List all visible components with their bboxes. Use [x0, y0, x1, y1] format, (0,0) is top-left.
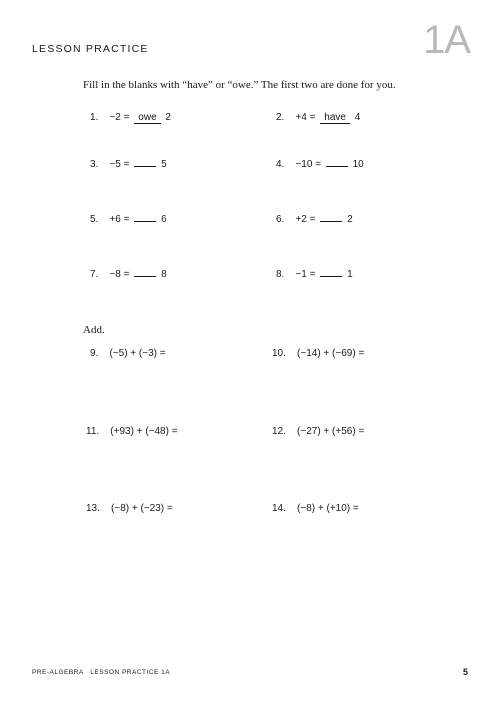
- problem-6: [276, 212, 353, 225]
- answer-filled: have: [320, 113, 350, 124]
- problem-10: [272, 348, 364, 359]
- problem-9: [90, 348, 166, 359]
- problem-8: [276, 267, 353, 280]
- problem-14: [272, 503, 359, 514]
- answer-blank[interactable]: [320, 267, 342, 277]
- problem-number: 9.: [90, 348, 99, 359]
- problem-12: [272, 426, 364, 437]
- page-title: LESSON PRACTICE: [32, 43, 149, 55]
- problem-number: 6.: [276, 214, 285, 225]
- answer-blank[interactable]: [134, 157, 156, 167]
- problem-number: 12.: [272, 426, 286, 437]
- problem-expression: (−8) + (−23) =: [111, 503, 173, 514]
- problem-number: 10.: [272, 348, 286, 359]
- problem-expression: (−8) + (+10) =: [297, 503, 359, 514]
- add-section-label: Add.: [83, 324, 105, 336]
- instructions: Fill in the blanks with “have” or “owe.” The first two are done for you.: [83, 79, 396, 91]
- problem-number: 3.: [90, 159, 99, 170]
- problem-2: [276, 112, 360, 124]
- answer-blank[interactable]: [134, 212, 156, 222]
- footer-title: PRE-ALGEBRA LESSON PRACTICE 1A: [32, 669, 171, 676]
- problem-right: 8: [161, 269, 167, 280]
- problem-left: −2 =: [109, 112, 130, 123]
- problem-number: 8.: [276, 269, 285, 280]
- answer-blank[interactable]: [326, 157, 348, 167]
- problem-number: 7.: [90, 269, 99, 280]
- problem-7: [90, 267, 167, 280]
- problem-right: 5: [161, 159, 167, 170]
- lesson-badge: 1A: [423, 18, 470, 62]
- problem-right: 10: [352, 159, 364, 170]
- problem-number: 4.: [276, 159, 285, 170]
- problem-11: [86, 426, 178, 437]
- problem-number: 13.: [86, 503, 100, 514]
- problem-left: −8 =: [109, 269, 130, 280]
- problem-1: [90, 112, 171, 124]
- problem-number: 14.: [272, 503, 286, 514]
- problem-3: [90, 157, 167, 170]
- problem-expression: (+93) + (−48) =: [110, 426, 178, 437]
- problem-right: 6: [161, 214, 167, 225]
- problem-expression: (−27) + (+56) =: [297, 426, 365, 437]
- problem-expression: (−5) + (−3) =: [109, 348, 166, 359]
- problem-13: [86, 503, 173, 514]
- problem-left: −10 =: [295, 159, 322, 170]
- problem-5: [90, 212, 167, 225]
- problem-4: [276, 157, 364, 170]
- problem-number: 2.: [276, 112, 285, 123]
- page-number: 5: [462, 667, 468, 677]
- answer-blank[interactable]: [134, 267, 156, 277]
- answer-filled: owe: [134, 113, 160, 124]
- problem-left: −5 =: [109, 159, 130, 170]
- problem-right: 2: [347, 214, 353, 225]
- problem-expression: (−14) + (−69) =: [297, 348, 365, 359]
- problem-number: 5.: [90, 214, 99, 225]
- problem-right: 2: [165, 112, 171, 123]
- problem-right: 4: [354, 112, 361, 123]
- answer-blank[interactable]: [320, 212, 342, 222]
- problem-number: 11.: [86, 426, 100, 437]
- problem-number: 1.: [90, 112, 99, 123]
- problem-left: +4 =: [295, 112, 316, 123]
- problem-right: 1: [347, 269, 353, 280]
- problem-left: +6 =: [109, 214, 130, 225]
- problem-left: +2 =: [295, 214, 316, 225]
- problem-left: −1 =: [295, 269, 316, 280]
